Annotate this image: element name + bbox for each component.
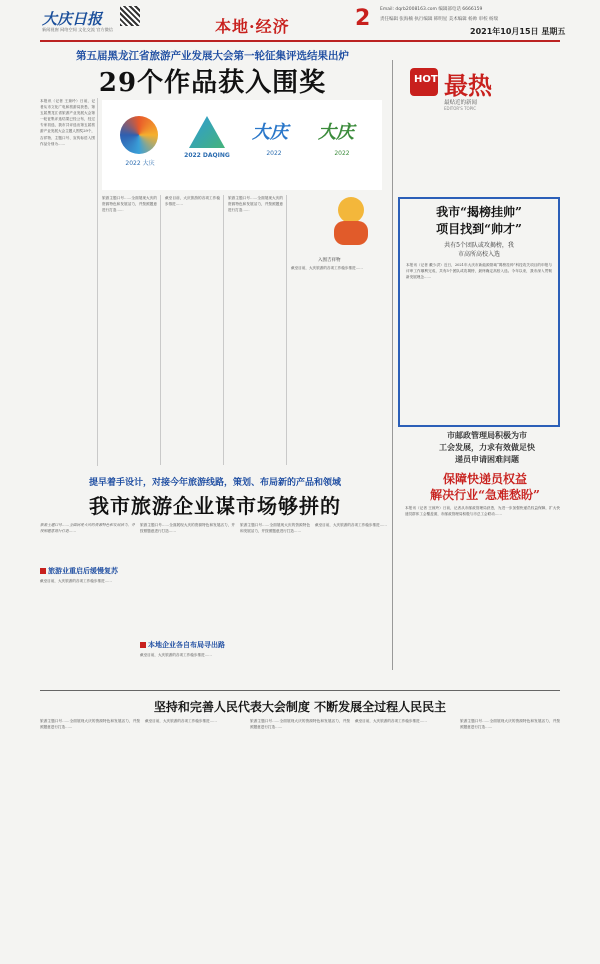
- lower-col4: 截至目前，大庆旅游的各项工作稳步推进……: [355, 719, 427, 723]
- banner-title: 我市旅游企业谋市场够拼的: [89, 494, 341, 518]
- hot-tag-caption-en: EDITOR'S TOPIC: [444, 106, 477, 111]
- masthead-meta-top: Email: dqrb2008163.com 编辑部电话 6666159: [380, 7, 483, 12]
- logo-3-mark: 大庆: [252, 122, 288, 143]
- logo-1-text: 2022 大庆: [125, 160, 155, 167]
- logo-grid: [102, 100, 382, 190]
- banner-kicker: 提早着手设计，对接今年旅游线路，策划、布局新的产品和领域: [88, 478, 341, 488]
- article-body-col1: 本报讯（记者 王琼玲）日前，记者从市文化广电和旅游局获悉，第五届黑龙江省旅游产业发展大会第一轮征集评选结果已经公布，经过专家初选，我市共评选出第五届旅游产业发展大会主题人围奖29个，吉祥物、主题口号、宣传标语入围作品分别为……: [40, 99, 95, 146]
- logo-1-mark: [120, 116, 158, 154]
- logo-2: [177, 110, 237, 170]
- masthead-date: 2021年10月15日 星期五: [470, 27, 566, 36]
- col-divider: [97, 98, 98, 466]
- story2-body: 本报讯（记者 王琼玲）日前，记者从市邮政管理局获悉，为进一步加强快递员权益保障，扩大快递员群体工会覆盖面，市邮政管理局积极与市总工会联动……: [405, 506, 560, 517]
- article-body-col2: 旅游主题口号……全面展现大庆的资源特色和发展活力，并按照题意进行打造……: [102, 196, 157, 213]
- mascot-caption: 入围吉祥物: [318, 258, 341, 263]
- lower-col5: 旅游主题口号……全面展现大庆的资源特色和发展活力，并按照题意进行打造……: [460, 719, 560, 730]
- section-heading-2: 本地企业各自布局寻出路: [140, 640, 225, 650]
- masthead-qr-icon: [120, 6, 140, 26]
- hot-tag-title: 最热: [444, 71, 492, 100]
- logo-2-text: 2022 DAQING: [184, 152, 230, 159]
- masthead-roles: 责任编辑 张海楠 执行编辑 韩明星 美术编辑 杨帅 审校 杨瑞: [380, 17, 499, 22]
- sidebar-story-1: [398, 197, 560, 427]
- story1-sub1: 共有5个团队或攻揭榜，我: [444, 242, 514, 249]
- article-body-col4: 旅游主题口号……全面展现大庆的资源特色和发展活力，并按照题意进行打造……: [228, 196, 283, 213]
- story2-title2: 工会发展，力求有效做足快: [439, 442, 535, 452]
- square-bullet-icon: [40, 568, 46, 574]
- article-body-col3: 截至目前，大庆旅游的各项工作稳步推进……: [165, 196, 220, 207]
- section2-body: 截至目前，大庆旅游的各项工作稳步推进……: [140, 653, 212, 657]
- banner-col3: 旅游主题口号……全面展现大庆的资源特色和发展活力，并按照题意进行打造……: [240, 523, 310, 534]
- story1-body: 本报讯（记者 戴少洪）近日，2021年大庆市新能源领域“揭榜挂帅”科技攻关项目的申报与评审工作顺利完成，共有5个团队或攻揭榜，最终确定高校入选。今年以来，我市深入贯彻新发展理念……: [406, 263, 552, 280]
- banner-col2: 旅游主题口号……全面展现大庆的资源特色和发展活力，并按照题意进行打造……: [140, 523, 235, 534]
- lower-col1: 旅游主题口号……全面展现大庆的资源特色和发展活力，并按照题意进行打造……: [40, 719, 140, 730]
- headline-title: 29个作品获入围奖: [98, 68, 327, 98]
- story2-title3: 递员申请困难问题: [455, 454, 519, 464]
- mascot-body-icon: [334, 221, 368, 245]
- page-section-title: 本地·经济: [215, 17, 290, 36]
- hot-tag-box: [392, 60, 562, 130]
- logo-4: [312, 110, 372, 170]
- logo-4-mark: 大庆: [318, 122, 354, 143]
- banner-col4: 截至目前，大庆旅游的各项工作稳步推进……: [315, 523, 387, 527]
- page-number: 2: [355, 6, 371, 31]
- story1-title2: 项目找到“帅才”: [436, 222, 522, 236]
- sidebar-divider: [392, 60, 393, 670]
- mascot-head-icon: [338, 197, 364, 223]
- logo-4-text: 2022: [334, 150, 350, 157]
- hot-tag-caption: 最贴近的新闻: [444, 100, 478, 106]
- section-heading-1: 旅游业重启后缓慢复苏: [40, 566, 118, 576]
- logo-3-text: 2022: [266, 150, 282, 157]
- story2-title5: 解决行业“急难愁盼”: [430, 488, 540, 502]
- story2-title4: 保障快递员权益: [442, 472, 527, 486]
- headline-kicker: 第五届黑龙江省旅游产业发展大会第一轮征集评选结果出炉: [76, 50, 349, 62]
- col-divider: [160, 195, 161, 465]
- masthead-rule: [40, 40, 560, 42]
- square-bullet-icon: [140, 642, 146, 648]
- lower-col2: 截至目前，大庆旅游的各项工作稳步推进……: [145, 719, 217, 723]
- story1-title1: 我市“揭榜挂帅”: [436, 205, 522, 219]
- hot-tag-en: HOT: [414, 74, 438, 85]
- lower-rule: [40, 690, 560, 691]
- logo-1: [110, 110, 170, 170]
- story1-sub2: 市高所高校入选: [457, 251, 500, 258]
- mascot-figure: [320, 195, 380, 255]
- logo-3: [244, 110, 304, 170]
- lower-col3: 旅游主题口号……全面展现大庆的资源特色和发展活力，并按照题意进行打造……: [250, 719, 350, 730]
- col-divider: [286, 195, 287, 465]
- banner-intro: 旅游主题口号……全面展现大庆的资源特色和发展活力，并按照题意进行打造……: [40, 523, 135, 534]
- masthead-logo: 大庆日报: [42, 10, 103, 28]
- story2-title1: 市邮政管理局积极为市: [447, 430, 527, 440]
- article-body-col5: 截至目前，大庆旅游的各项工作稳步推进……: [291, 266, 363, 270]
- masthead-logo-sub: 新闻视窗 网络空间 文化交流 官方微信: [42, 27, 113, 32]
- lower-title: 坚持和完善人民代表大会制度 不断发展全过程人民民主: [153, 700, 447, 714]
- col-divider: [223, 195, 224, 465]
- section1-body: 截至目前，大庆旅游的各项工作稳步推进……: [40, 579, 112, 583]
- logo-2-mark: [189, 116, 225, 148]
